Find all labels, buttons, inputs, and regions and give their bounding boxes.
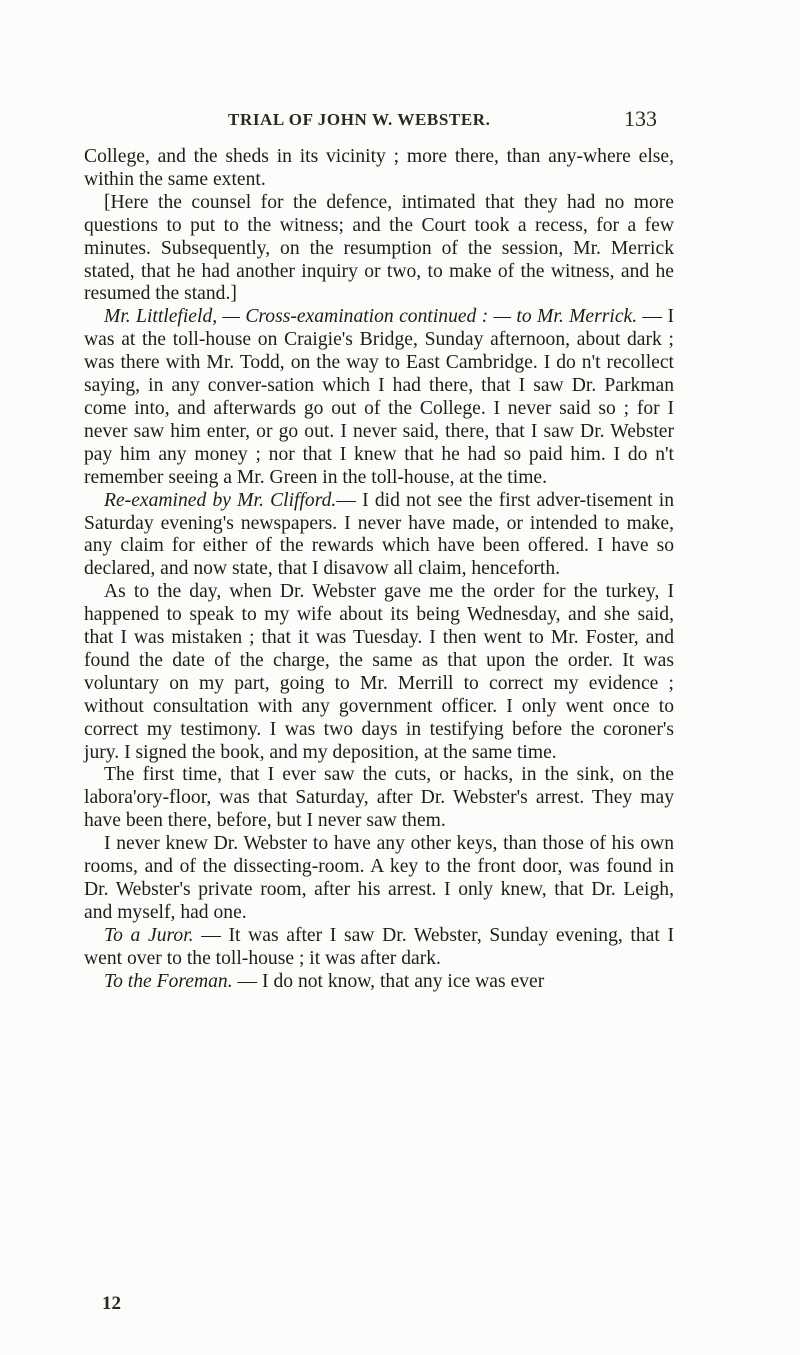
speaker-label: To a Juror. — [104, 924, 194, 946]
paragraph: [Here the counsel for the defence, intimated that they had no more questions to put to the witness; and the Court took a recess, for a few minutes. Subsequently, on the resumption of the session, Mr. Merrick stated, that he had another inquiry or two, to make of the witness, and he resumed the stand.] — [84, 191, 674, 305]
paragraph-text: — I was at the toll-house on Craigie's Bridge, Sunday afternoon, about dark ; was there with Mr. Todd, on the way to East Cambridge. I do n't recollect saying, in any conver-sation which I had there, that I saw Dr. Parkman come into, and afterwards go out of the College. I never said so ; for I never saw him enter, or go out. I never said, there, that I saw Dr. Webster pay him any money ; nor that I knew that he had so paid him. I do n't remember seeing a Mr. Green in the toll-house, at the time. — [84, 306, 674, 488]
paragraph: I never knew Dr. Webster to have any other keys, than those of his own rooms, and of the dissecting-room. A key to the front door, was found in Dr. Webster's private room, after his arrest. I only knew, that Dr. Leigh, and myself, had one. — [84, 833, 674, 923]
speaker-label: Re-examined by Mr. Clifford. — [104, 489, 337, 511]
paragraph — [84, 971, 674, 994]
paragraph-text: — I did not see the first adver-tisement in Saturday evening's newspapers. I never have made, or intended to make, any claim for either of the rewards which have been offered. I have so declared, and now state, that I disavow all claim, henceforth. — [84, 489, 674, 580]
paragraph: As to the day, when Dr. Webster gave me the order for the turkey, I happened to speak to my wife about its being Wednesday, and she said, that I was mistaken ; that it was Tuesday. I then went to Mr. Foster, and found the date of the charge, the same as that upon the order. It was voluntary on my part, going to Mr. Merrill to correct my evidence ; without consultation with any government officer. I only went once to correct my testimony. I was two days in testifying before the coroner's jury. I signed the book, and my deposition, at the same time. — [84, 581, 674, 763]
speaker-label: To the Foreman. — [104, 970, 233, 992]
running-title: TRIAL OF JOHN W. WEBSTER. — [228, 110, 491, 129]
paragraph: The first time, that I ever saw the cuts, or hacks, in the sink, on the labora'ory-floor, was that Saturday, after Dr. Webster's arrest. They may have been there, before, but I never saw them. — [84, 764, 674, 832]
paragraph-text: — I do not know, that any ice was ever — [232, 970, 545, 992]
paragraph-text: — It was after I saw Dr. Webster, Sunday evening, that I went over to the toll-house ; it was after dark. — [84, 924, 674, 969]
page-number: 133 — [624, 106, 657, 131]
body-text — [84, 146, 674, 994]
signature-mark: 12 — [102, 1293, 121, 1314]
paragraph: College, and the sheds in its vicinity ; more there, than any-where else, within the same extent. — [84, 146, 674, 190]
paragraph — [84, 490, 674, 582]
paragraph — [84, 306, 674, 489]
paragraph — [84, 925, 674, 971]
speaker-label: Mr. Littlefield, — Cross-examination continued : — to Mr. Merrick. — [104, 306, 638, 328]
